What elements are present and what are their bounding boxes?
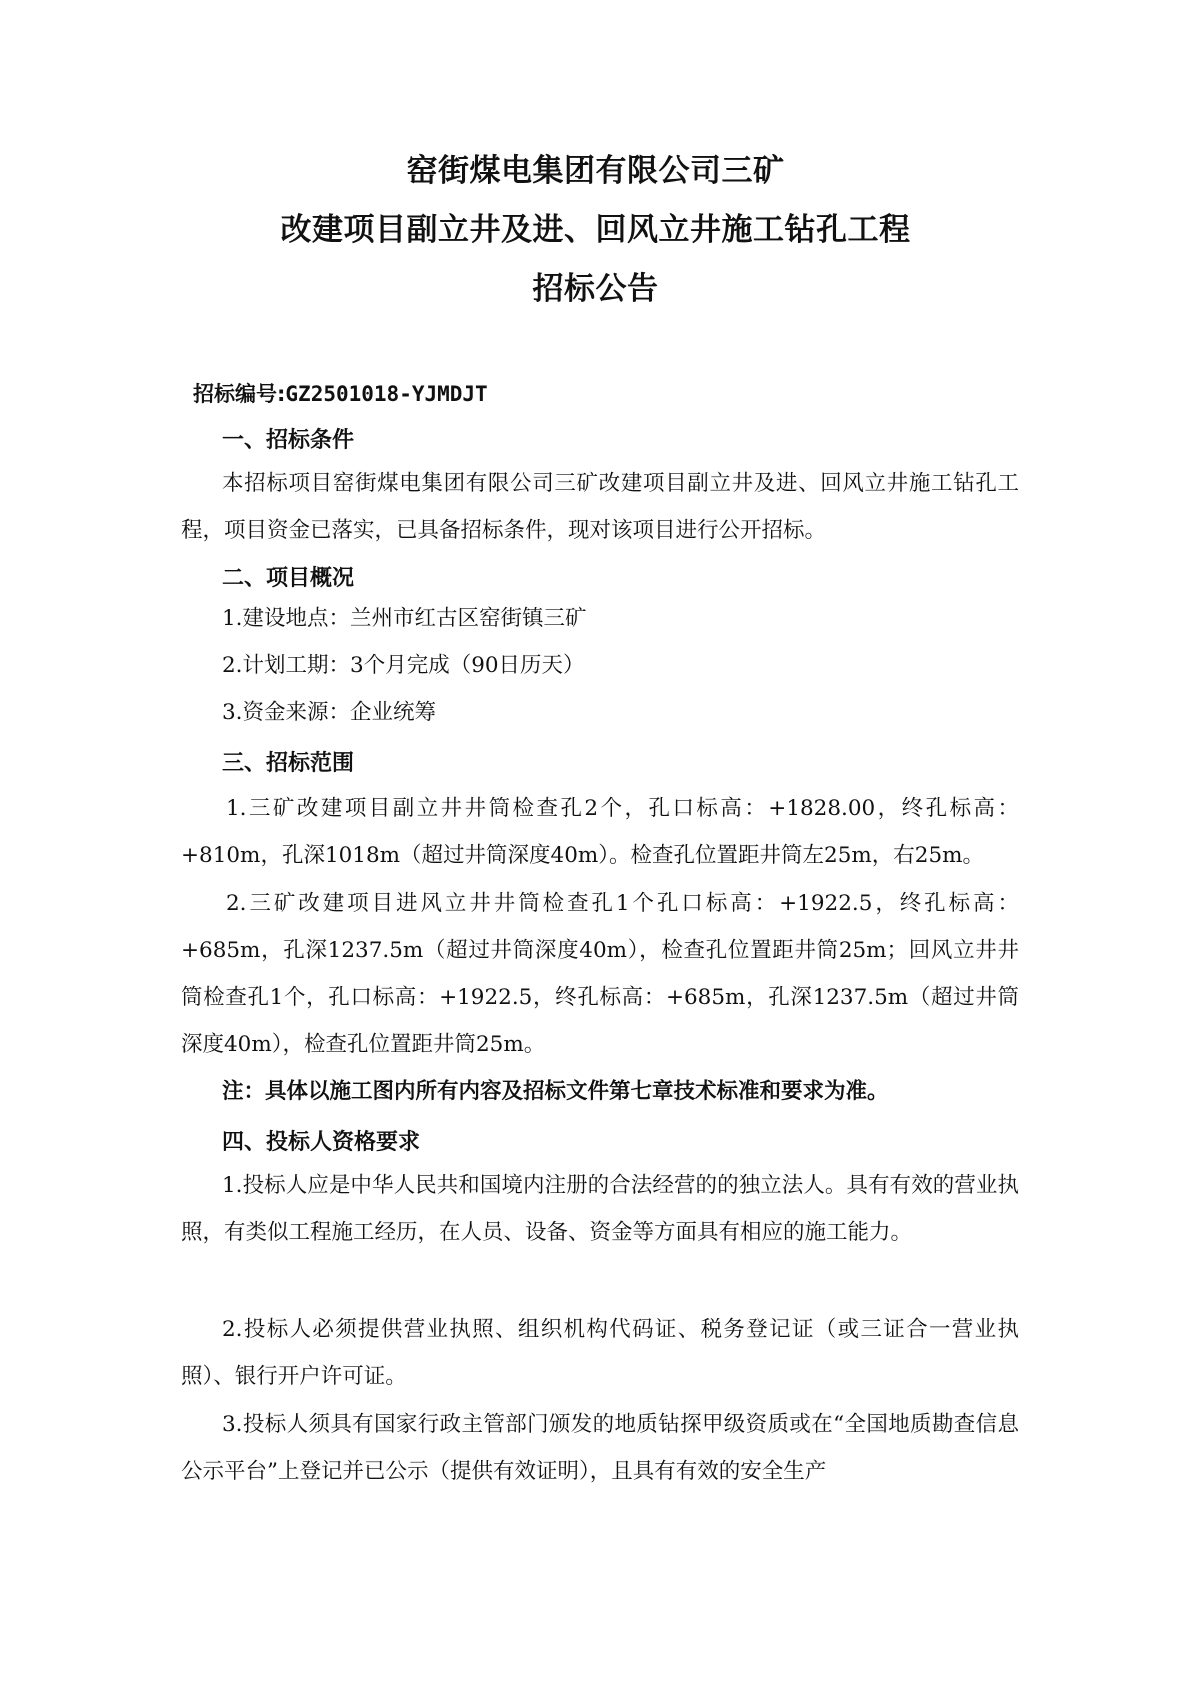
section2-item-1: 1.建设地点：兰州市红古区窑街镇三矿 [222,606,587,631]
title-line-2: 改建项目副立井及进、回风立井施工钻孔工程 [280,212,911,248]
title-line-1: 窑街煤电集团有限公司三矿 [406,153,785,189]
section1-text: 本招标项目窑街煤电集团有限公司三矿改建项目副立井及进、回风立井施工钻孔工程，项目资金已落实，已具备招标条件，现对该项目进行公开招标。 [181,471,1019,543]
bid-number-label: 招标编号: [193,382,286,406]
section4-item-3: 3.投标人须具有国家行政主管部门颁发的地质钻探甲级资质或在“全国地质勘查信息公示平台”上登记并已公示（提供有效证明），且具有有效的安全生产 [181,1412,1019,1484]
section3-heading: 三、招标范围 [222,751,355,776]
bid-number-value: GZ2501018-YJMDJT [285,382,488,406]
section3-note: 注：具体以施工图内所有内容及招标文件第七章技术标准和要求为准。 [222,1079,889,1104]
section2-heading: 二、项目概况 [222,566,355,591]
section2-item-3: 3.资金来源：企业统筹 [222,700,437,725]
section4-item-2: 2.投标人必须提供营业执照、组织机构代码证、税务登记证（或三证合一营业执照）、银行开户许可证。 [181,1317,1019,1389]
section3-item-1: 1.三矿改建项目副立井井筒检查孔2个，孔口标高：+1828.00，终孔标高：+810m，孔深1018m（超过井筒深度40m）。检查孔位置距井筒左25m，右25m。 [181,796,1019,868]
section1-heading: 一、招标条件 [222,428,355,453]
section3-item-2: 2.三矿改建项目进风立井井筒检查孔1个孔口标高：+1922.5，终孔标高：+685m，孔深1237.5m（超过井筒深度40m），检查孔位置距井筒25m；回风立井井筒检查孔1个，孔口标高：+1922.5，终孔标高：+685m，孔深1237.5m（超过井筒深度40m），检查孔位置距井筒25m。 [181,891,1019,1057]
title-line-3: 招标公告 [532,271,659,307]
section4-heading: 四、投标人资格要求 [222,1130,421,1155]
bid-number [193,378,488,408]
section4-item-1: 1.投标人应是中华人民共和国境内注册的合法经营的的独立法人。具有有效的营业执照，有类似工程施工经历，在人员、设备、资金等方面具有相应的施工能力。 [181,1173,1019,1245]
section2-item-2: 2.计划工期：3个月完成（90日历天） [222,653,585,678]
